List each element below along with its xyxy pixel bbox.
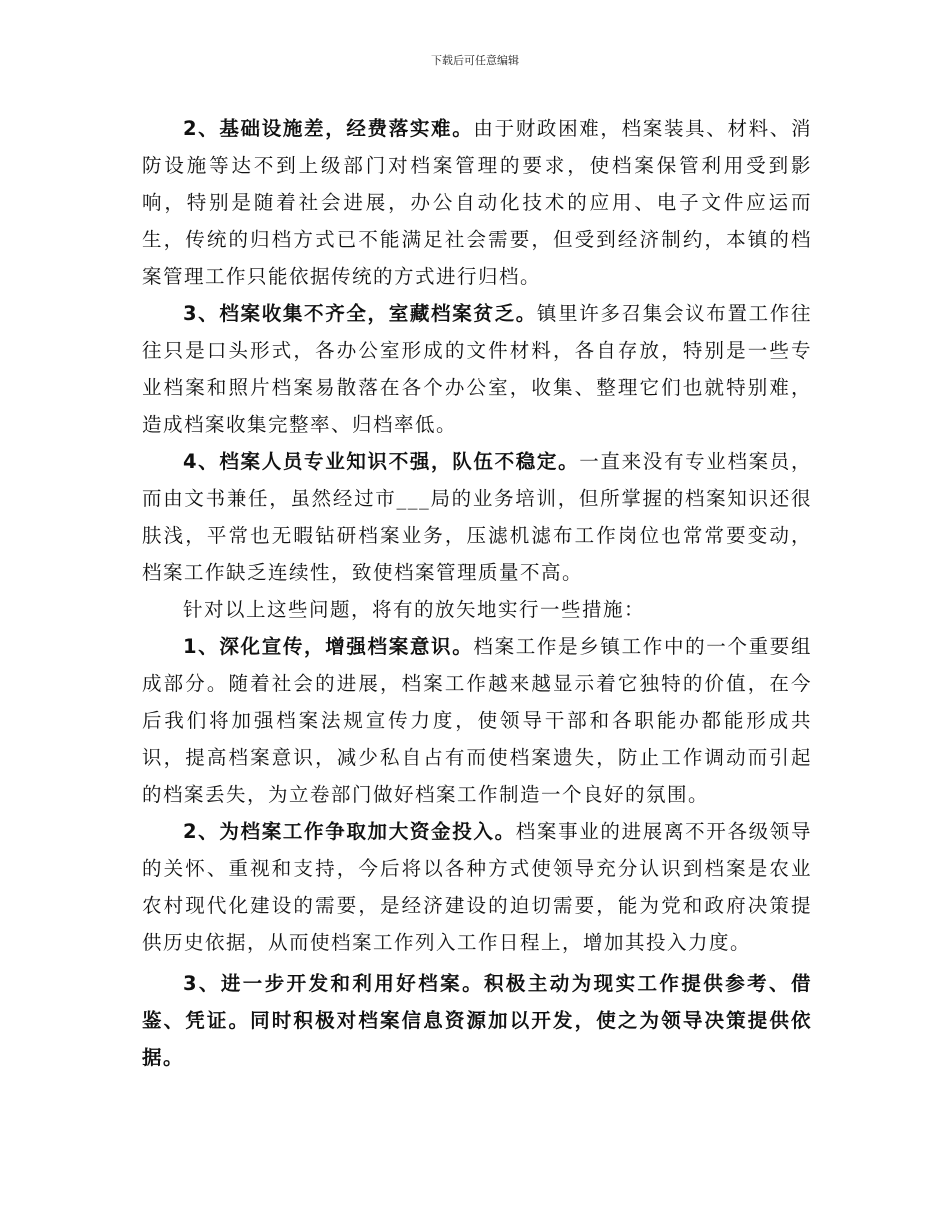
paragraph-infrastructure [142, 110, 812, 295]
paragraph-funding [142, 813, 812, 961]
paragraph-text: 档案事业的进展离不开各级领导的关怀、重视和支持，今后将以各种方式使领导充分认识到档案是农业农村现代化建设的需要，是经济建设的迫切需要，能为党和政府决策提供历史依据，从而使档案工作列入工作日程上，增加其投入力度。 [142, 820, 812, 954]
paragraph-collection [142, 295, 812, 443]
paragraph-publicity [142, 628, 812, 813]
paragraph-staff [142, 443, 812, 591]
paragraph-heading: 2、为档案工作争取加大资金投入。 [182, 820, 516, 843]
paragraph-measures-intro [142, 591, 812, 628]
paragraph-text: 由于财政困难，档案装具、材料、消防设施等达不到上级部门对档案管理的要求，使档案保管利用受到影响，特别是随着社会进展，办公自动化技术的应用、电子文件应运而生，传统的归档方式已不能满足社会需要，但受到经济制约，本镇的档案管理工作只能依据传统的方式进行归档。 [142, 117, 812, 288]
paragraph-text: 档案工作是乡镇工作中的一个重要组成部分。随着社会的进展，档案工作越来越显示着它独特的价值，在今后我们将加强档案法规宣传力度，使领导干部和各职能办都能形成共识，提高档案意识，减少私自占有而使档案遗失，防止工作调动而引起的档案丢失，为立卷部门做好档案工作制造一个良好的氛围。 [142, 635, 812, 806]
paragraph-text: 针对以上这些问题，将有的放矢地实行一些措施： [182, 598, 645, 621]
paragraph-utilization: 3、进一步开发和利用好档案。积极主动为现实工作提供参考、借鉴、凭证。同时积极对档案信息资源加以开发，使之为领导决策提供依据。 [142, 972, 812, 1069]
document-body [142, 110, 812, 1076]
paragraph-heading: 2、基础设施差，经费落实难。 [182, 117, 474, 140]
paragraph-heading: 1、深化宣传，增强档案意识。 [182, 635, 474, 658]
paragraph-heading: 4、档案人员专业知识不强，队伍不稳定。 [182, 450, 580, 473]
page-header: 下载后可任意编辑 [431, 54, 519, 67]
paragraph-text: 一直来没有专业档案员，而由文书兼任，虽然经过市___局的业务培训，但所掌握的档案知识还很肤浅，平常也无暇钻研档案业务，压滤机滤布工作岗位也常常要变动，档案工作缺乏连续性，致使档案管理质量不高。 [142, 450, 812, 584]
paragraph-text: 镇里许多召集会议布置工作往往只是口头形式，各办公室形成的文件材料，各自存放，特别是一些专业档案和照片档案易散落在各个办公室，收集、整理它们也就特别难，造成档案收集完整率、归档率低。 [142, 302, 812, 436]
paragraph-heading: 3、档案收集不齐全，室藏档案贫乏。 [182, 302, 537, 325]
